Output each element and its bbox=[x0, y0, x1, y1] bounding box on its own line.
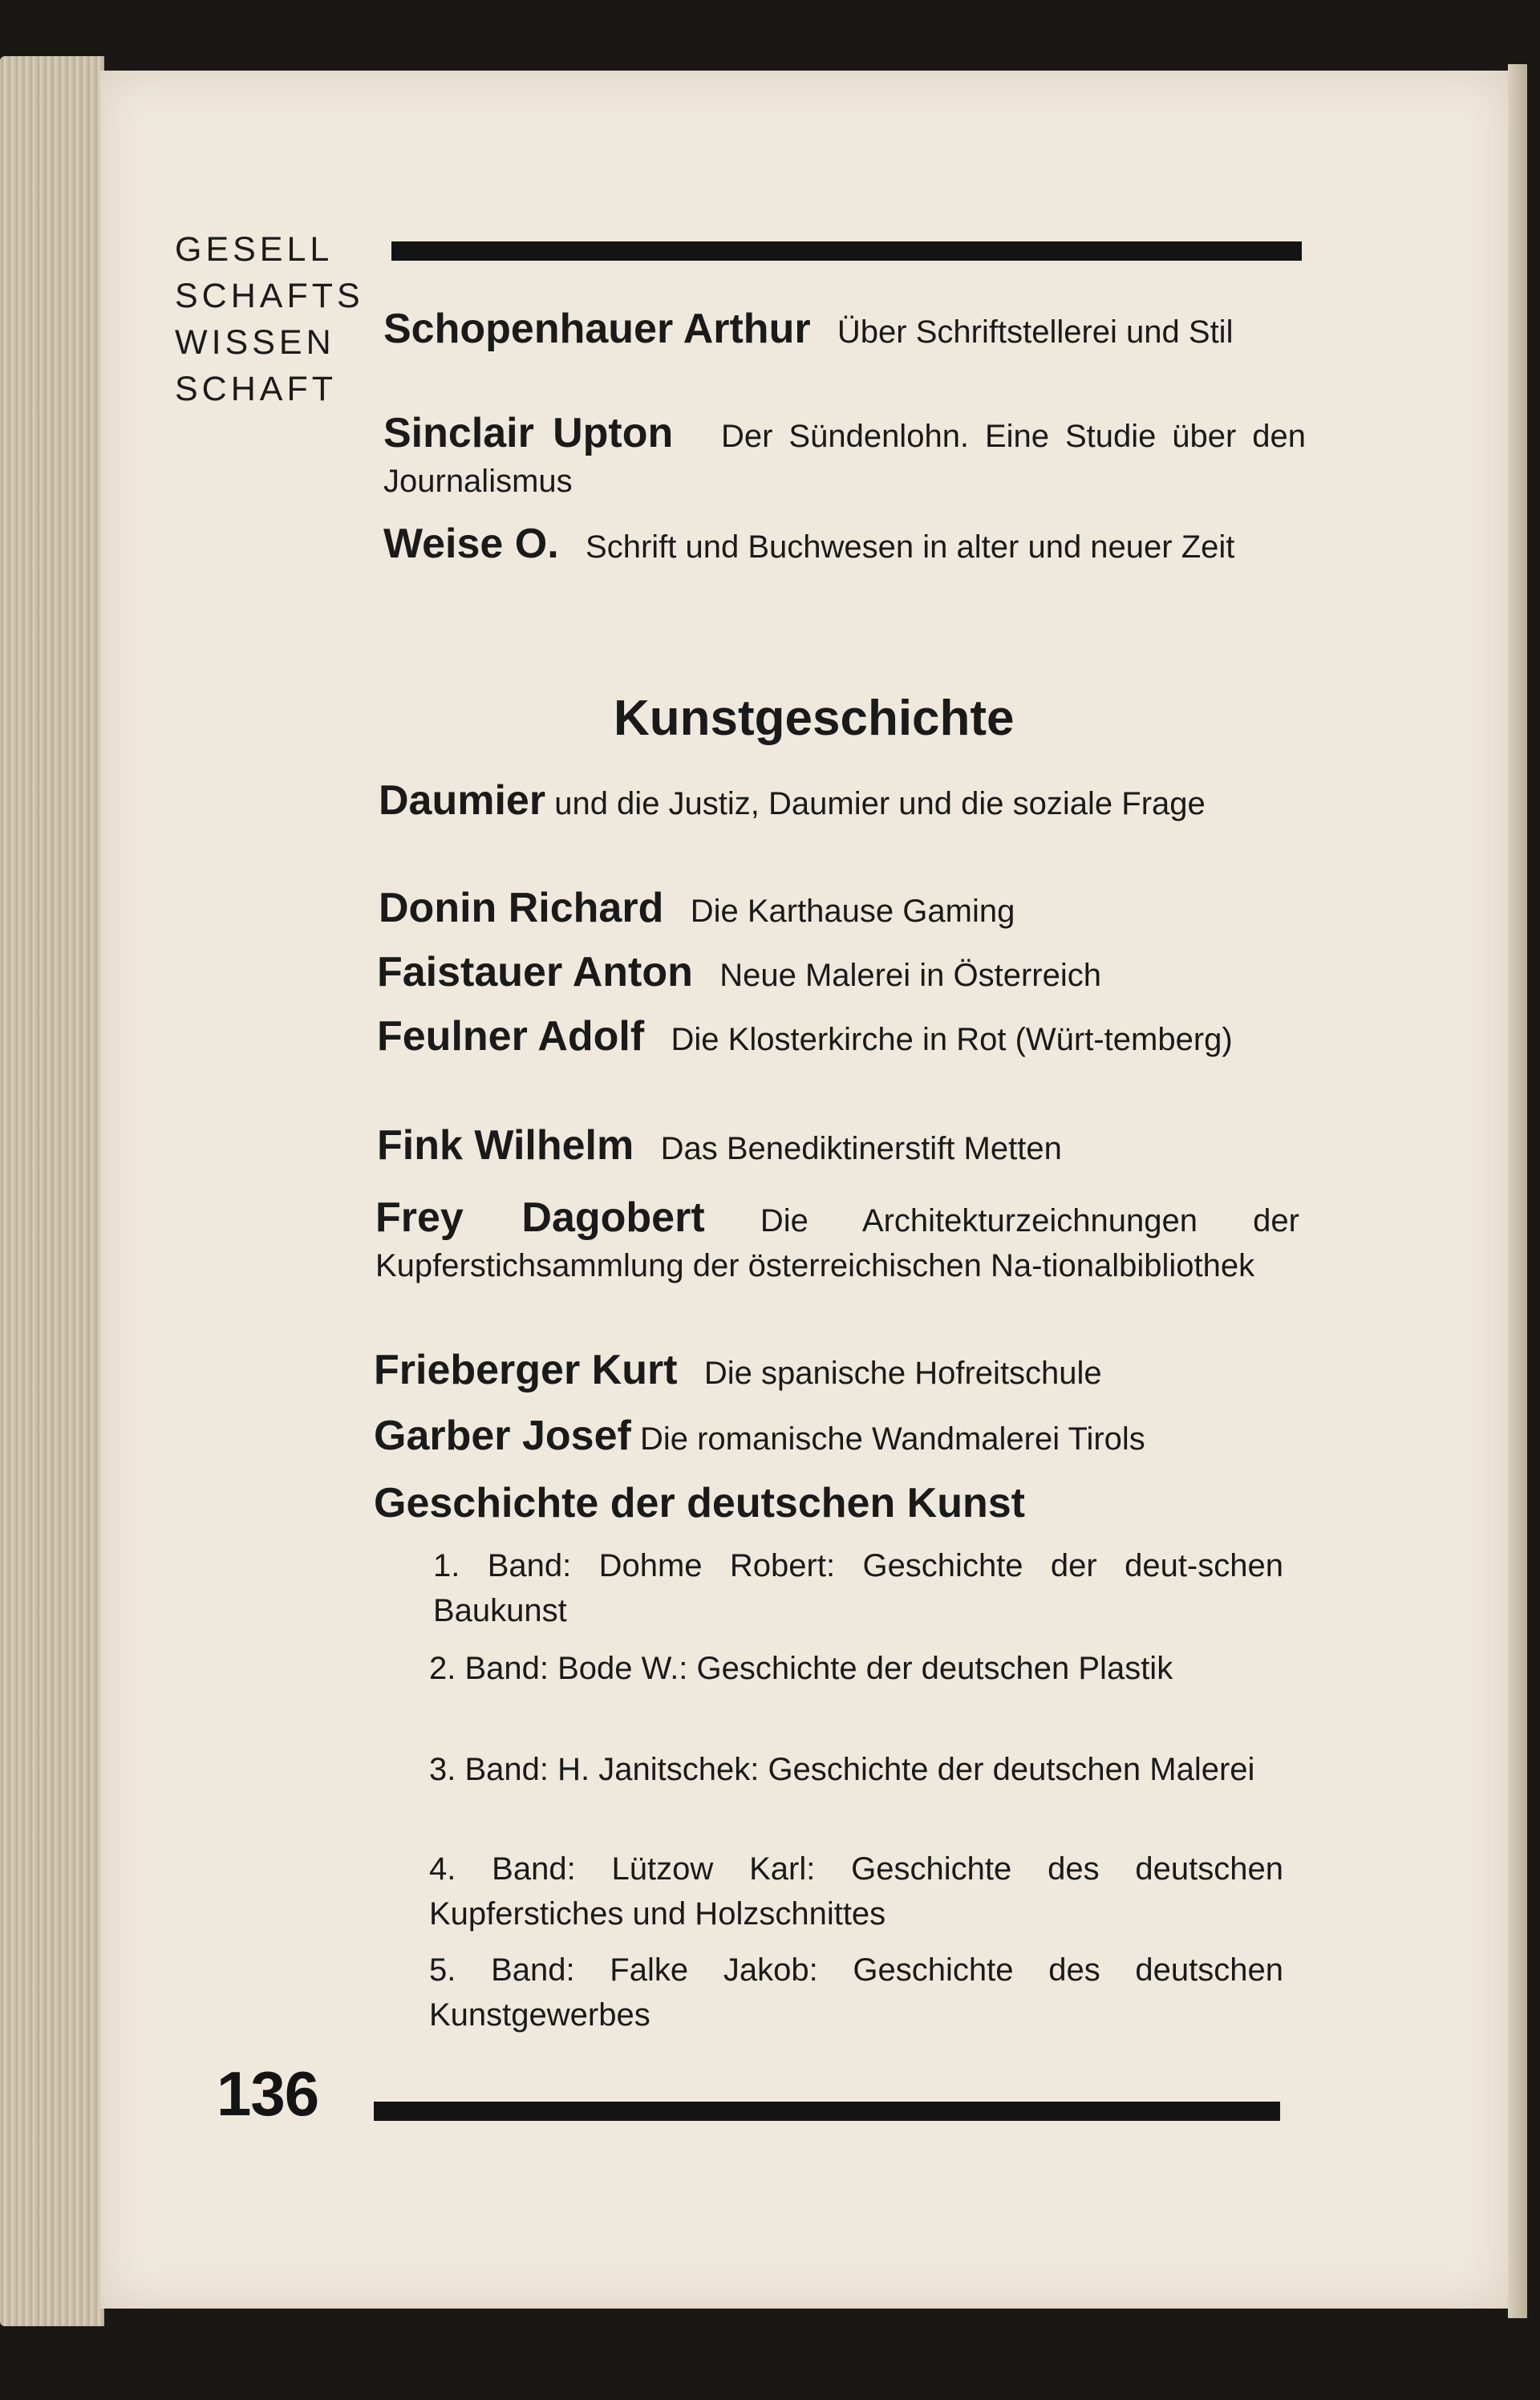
volume-2: 2. Band: Bode W.: Geschichte der deutschen Plastik bbox=[429, 1651, 1173, 1686]
entry-author: Feulner Adolf bbox=[377, 1013, 645, 1060]
volume-1: 1. Band: Dohme Robert: Geschichte der deut-schen Baukunst bbox=[433, 1548, 1283, 1628]
entry-title: Das Benediktinerstift Metten bbox=[660, 1131, 1062, 1166]
entry-fink bbox=[377, 1123, 1299, 1171]
entry-garber bbox=[374, 1413, 1298, 1461]
section-label: GESELL SCHAFTS WISSEN SCHAFT bbox=[175, 230, 364, 408]
book-right-edge bbox=[1508, 64, 1527, 2318]
entry-title: Die Karthause Gaming bbox=[690, 894, 1015, 929]
entry-author: Frieberger Kurt bbox=[374, 1347, 678, 1393]
book-page-edges bbox=[0, 56, 104, 2326]
entry-author: Weise O. bbox=[383, 521, 559, 567]
entry-author: Schopenhauer Arthur bbox=[383, 306, 811, 352]
entry-author: Faistauer Anton bbox=[377, 949, 693, 995]
volume-5: 5. Band: Falke Jakob: Geschichte des deutschen Kunstgewerbes bbox=[429, 1952, 1283, 2033]
entry-author: Donin Richard bbox=[379, 885, 664, 931]
entry-title: Die spanische Hofreitschule bbox=[703, 1356, 1102, 1391]
entry-author: Daumier bbox=[379, 777, 546, 824]
entry-schopenhauer bbox=[383, 306, 1306, 355]
entry-title: Der Sündenlohn. Eine Studie über den Journalismus bbox=[383, 419, 1306, 499]
entry-donin bbox=[379, 886, 1301, 934]
entry-title: Schrift und Buchwesen in alter und neuer Zeit bbox=[586, 529, 1235, 565]
entry-author: Sinclair Upton bbox=[383, 410, 674, 456]
entry-frey bbox=[375, 1195, 1299, 1288]
entry-author: Garber Josef bbox=[374, 1413, 631, 1459]
entry-daumier bbox=[379, 778, 1301, 826]
bottom-rule bbox=[374, 2102, 1280, 2121]
top-rule bbox=[391, 241, 1302, 261]
entry-feulner bbox=[377, 1014, 1299, 1062]
entry-title: Neue Malerei in Österreich bbox=[719, 958, 1101, 993]
entry-title: Die romanische Wandmalerei Tirols bbox=[639, 1421, 1145, 1457]
entry-faistauer bbox=[377, 950, 1299, 998]
volume-3: 3. Band: H. Janitschek: Geschichte der deutschen Malerei bbox=[429, 1752, 1255, 1787]
entry-title: und die Justiz, Daumier und die soziale Frage bbox=[554, 786, 1206, 821]
entry-author: Fink Wilhelm bbox=[377, 1122, 634, 1169]
entry-title: Über Schriftstellerei und Stil bbox=[837, 314, 1234, 350]
entry-frieberger bbox=[374, 1348, 1298, 1396]
entry-weise bbox=[383, 521, 1306, 570]
entry-author: Geschichte der deutschen Kunst bbox=[374, 1480, 1025, 1526]
entry-geschichte bbox=[374, 1481, 1298, 1529]
entry-author: Frey Dagobert bbox=[375, 1194, 705, 1241]
volume-4: 4. Band: Lützow Karl: Geschichte des deutschen Kupferstiches und Holzschnittes bbox=[429, 1851, 1283, 1932]
section-heading: Kunstgeschichte bbox=[614, 691, 1015, 746]
page-number: 136 bbox=[217, 2058, 319, 2129]
entry-title: Die Klosterkirche in Rot (Würt-temberg) bbox=[671, 1022, 1233, 1057]
entry-sinclair bbox=[383, 411, 1306, 504]
entry-title: Die Architekturzeichnungen der Kupferstichsammlung der österreichischen Na-tionalbibliothek bbox=[375, 1203, 1299, 1283]
